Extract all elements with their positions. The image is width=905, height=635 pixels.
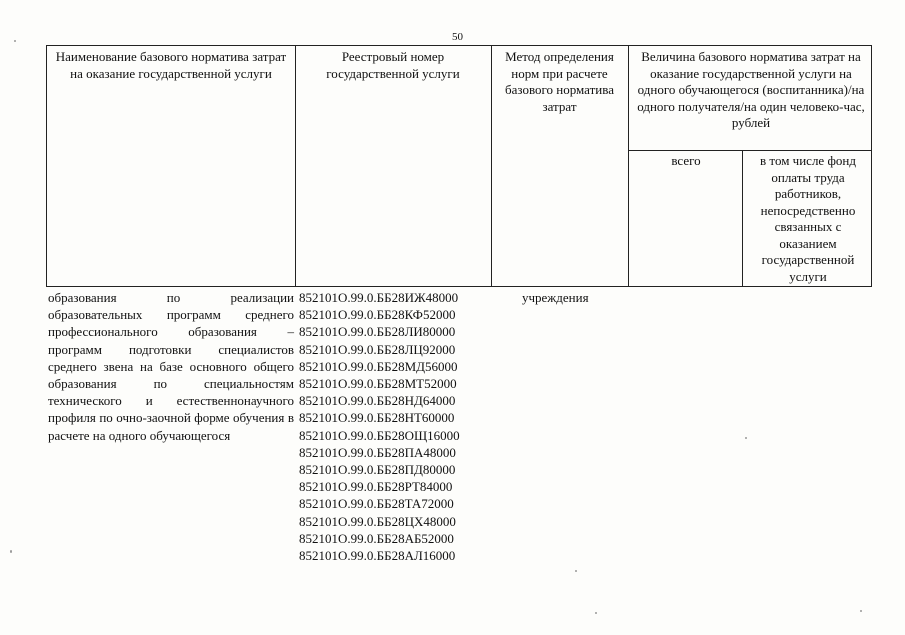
scan-speck — [14, 40, 16, 42]
method-value: учреждения — [522, 290, 589, 305]
divider — [491, 46, 492, 286]
header-wage-fund: в том числе фонд оплаты труда работников, непосредственно связанных с оказанием государственной услуги — [760, 153, 856, 284]
divider — [295, 46, 296, 286]
header-norm-value: Величина базового норматива затрат на оказание государственной услуги на одного обучающегося (воспитанника)/на одного получателя/на один человеко-час, рублей — [637, 49, 865, 130]
scan-speck — [595, 612, 597, 614]
registry-code: 852101О.99.0.ББ28ПА48000 — [299, 444, 456, 460]
registry-code: 852101О.99.0.ББ28ТА72000 — [299, 496, 454, 512]
page-number: 50 — [452, 31, 463, 43]
registry-code: 852101О.99.0.ББ28ЛИ80000 — [299, 324, 456, 340]
registry-code: 852101О.99.0.ББ28ЦХ48000 — [299, 513, 456, 529]
registry-code: 852101О.99.0.ББ28РТ84000 — [299, 479, 453, 495]
registry-code: 852101О.99.0.ББ28АБ52000 — [299, 530, 454, 546]
registry-code: 852101О.99.0.ББ28МТ52000 — [299, 376, 457, 392]
registry-code: 852101О.99.0.ББ28КФ52000 — [299, 307, 456, 323]
scan-speck — [575, 570, 577, 572]
header-name: Наименование базового норматива затрат на оказание государственной услуги — [55, 49, 287, 81]
scan-speck — [10, 550, 12, 553]
header-total: всего — [671, 153, 701, 168]
norm-name-text: образования по реализации образовательных программ среднего профессионального образования – программ подготовки специалистов среднего звена на базе основного общего образования по специальностям технического и естественнонаучного профиля по очно-заочной форме обучения в расчете на одного обучающегося — [48, 290, 294, 443]
registry-code: 852101О.99.0.ББ28ПД80000 — [299, 462, 456, 478]
table-header — [46, 45, 872, 287]
divider — [742, 150, 743, 286]
scan-speck — [860, 610, 862, 612]
registry-codes-list — [299, 289, 460, 564]
header-registry-number: Реестровый номер государственной услуги — [326, 49, 460, 81]
registry-code: 852101О.99.0.ББ28НД64000 — [299, 393, 456, 409]
scan-speck — [745, 437, 747, 439]
divider — [628, 46, 629, 286]
registry-code: 852101О.99.0.ББ28ЛЦ92000 — [299, 341, 456, 357]
header-method: Метод определения норм при расчете базового норматива затрат — [505, 49, 614, 114]
registry-code: 852101О.99.0.ББ28МД56000 — [299, 358, 458, 374]
registry-code: 852101О.99.0.ББ28АЛ16000 — [299, 548, 456, 564]
registry-code: 852101О.99.0.ББ28ИЖ48000 — [299, 290, 459, 305]
registry-code: 852101О.99.0.ББ28ОЩ16000 — [299, 427, 460, 443]
registry-code: 852101О.99.0.ББ28НТ60000 — [299, 410, 455, 426]
divider — [628, 150, 871, 151]
